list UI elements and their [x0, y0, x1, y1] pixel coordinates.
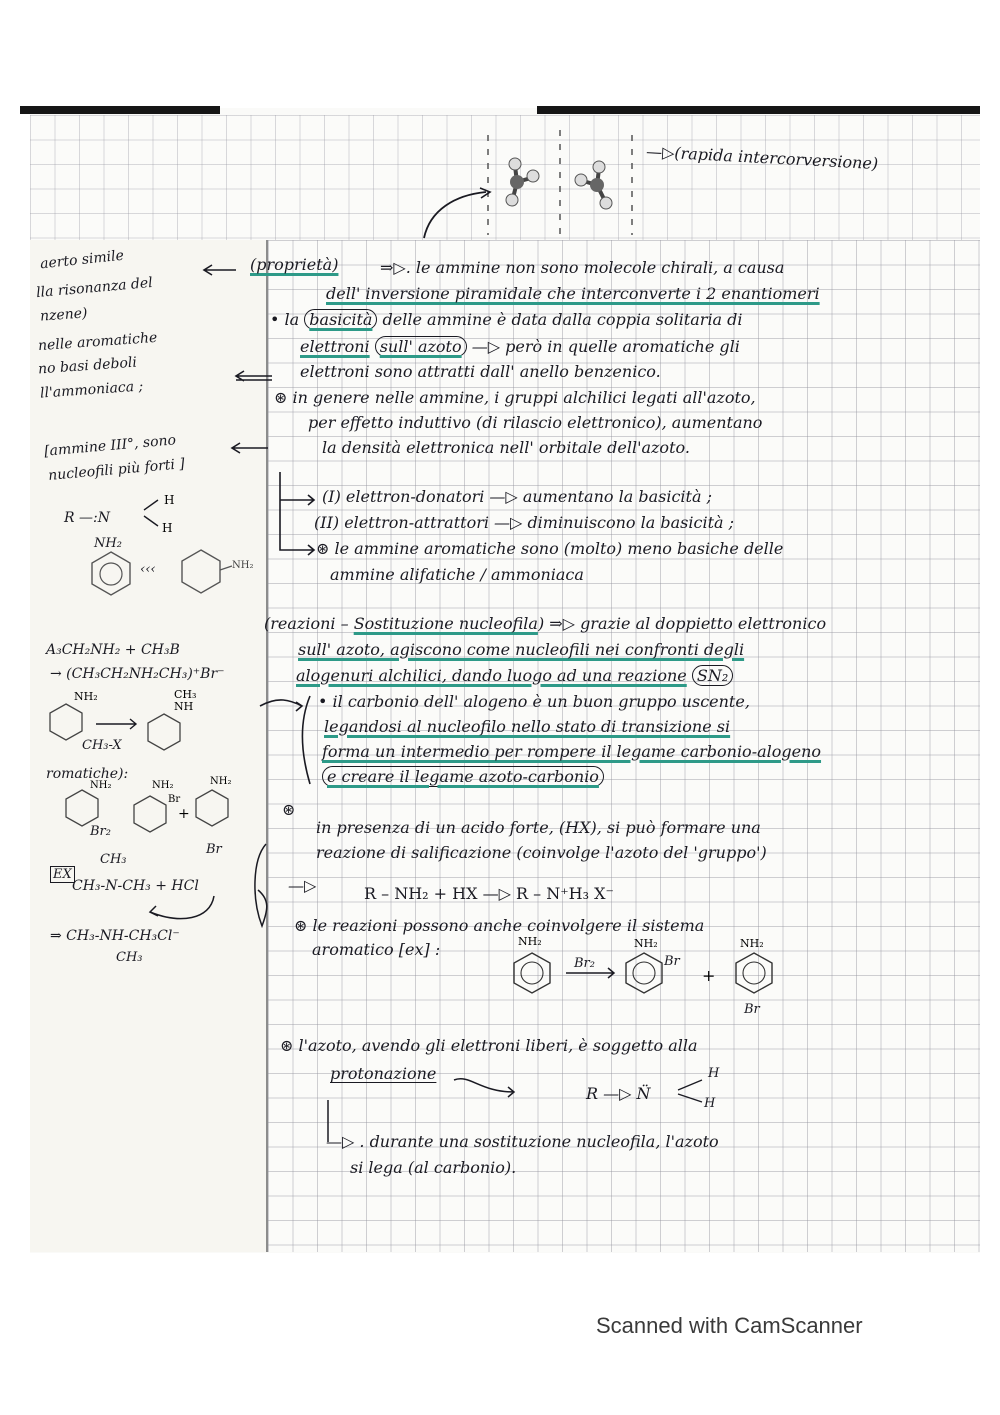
salt-product: ⇒ CH₃-NH-CH₃Cl⁻ [50, 928, 180, 944]
amine-bonds [140, 490, 190, 540]
text-line: ⊛ le ammine aromatiche sono (molto) meno basiche delle [316, 539, 784, 558]
arrow-left-2 [232, 368, 276, 388]
methyl-label: CH₃ [116, 950, 143, 965]
hydrogen-label: H [708, 1066, 720, 1081]
less-than-signs: ‹‹‹ [140, 562, 156, 577]
svg-text:NH₂: NH₂ [210, 776, 232, 787]
dashed-separators [0, 0, 1000, 260]
text-line: la densità elettronica nell' orbitale dell'azoto. [322, 438, 690, 457]
text-line: (I) elettron-donatori —▷ aumentano la basicità ; [322, 487, 712, 506]
n-bonds [672, 1072, 712, 1112]
margin-note: nucleofili più forti ] [47, 456, 186, 484]
margin-note: no basi deboli [37, 354, 138, 378]
svg-text:NH₂: NH₂ [518, 935, 542, 948]
reaction-eq-1: A₃CH₂NH₂ + CH₃B [46, 642, 180, 658]
text-line: forma un intermedio per rompere il legame carbonio-alogeno [322, 742, 822, 761]
margin-note: lla risonanza del [35, 274, 154, 302]
arrow-left-1 [200, 262, 240, 282]
aniline-label: NH₂ [94, 536, 122, 551]
alkylation-sketch [44, 688, 244, 758]
bromo-label: Br [664, 954, 680, 969]
salification-eq: R – NH₂ + HX —▷ R – N⁺H₃ X⁻ [364, 884, 614, 903]
svg-text:H: H [162, 521, 173, 535]
text-line: reazione di salificazione (coinvolge l'azoto del 'gruppo') [316, 843, 767, 862]
text-line: —▷ . durante una sostituzione nucleofila, l'azoto [326, 1132, 719, 1151]
svg-text:+: + [702, 966, 716, 985]
text-line: per effetto induttivo (di rilascio elettronico), aumentano [308, 413, 763, 432]
margin-note: nelle aromatiche [37, 329, 158, 355]
text-line: • la basicità delle ammine è data dalla coppia solitaria di [270, 310, 743, 329]
margin-note: romatiche): [46, 766, 129, 782]
arrow-left-3 [228, 438, 272, 458]
margin-note: ll'ammoniaca ; [39, 378, 144, 402]
example-tag: EX [50, 866, 75, 883]
text-line: • il carbonio dell' alogeno è un buon gruppo uscente, [318, 692, 750, 711]
rapida-note: —▷(rapida intercorversione) [645, 141, 879, 174]
text-line: ⊛ l'azoto, avendo gli elettroni liberi, è soggetto alla [280, 1036, 698, 1055]
text-line: in presenza di un acido forte, (HX), si può formare una [316, 818, 761, 837]
text-line: legandosi al nucleofilo nello stato di transizione si [324, 717, 731, 736]
svg-text:+: + [178, 806, 190, 822]
text-line: alogenuri alchilici, dando luogo ad una reazione SN₂ [296, 666, 733, 685]
reagent-label: CH₃-X [82, 738, 122, 753]
margin-note: nzene) [39, 305, 88, 325]
star-bullet: ⊛ [282, 800, 296, 819]
arrow-mark: —▷ [288, 876, 317, 895]
margin-note: [ammine III°, sono [43, 432, 177, 460]
svg-text:NH₂: NH₂ [634, 937, 658, 950]
svg-text:CH₃: CH₃ [174, 688, 197, 701]
cyclohexylamine-ring [176, 546, 256, 596]
svg-text:NH₂: NH₂ [74, 690, 98, 703]
reaction-eq-2: → (CH₃CH₂NH₂CH₃)⁺Br⁻ [50, 666, 225, 682]
section-heading: (reazioni – Sostituzione nucleofila) ⇒▷ grazie al doppietto elettronico [264, 614, 827, 633]
hydrogen-label: H [704, 1096, 716, 1111]
aromatic-bromination [510, 935, 810, 1025]
amine-hcl-eq: CH₃-N-CH₃ + HCl [72, 878, 199, 894]
text-line: ⊛ in genere nelle ammine, i gruppi alchilici legati all'azoto, [274, 388, 756, 407]
text-line: e creare il legame azoto-carbonio [322, 767, 604, 786]
reagent-label: Br₂ [90, 824, 111, 839]
svg-text:NH₂: NH₂ [740, 937, 764, 950]
svg-text:Br: Br [168, 794, 181, 805]
svg-text:NH₂: NH₂ [152, 780, 174, 791]
svg-text:NH₂: NH₂ [232, 560, 254, 571]
protonation-arrow [450, 1070, 520, 1110]
bracket-mark [250, 840, 274, 930]
text-line: aromatico [ex] : [312, 940, 441, 959]
text-line: ammine alifatiche / ammoniaca [330, 565, 584, 584]
aniline-ring [86, 548, 136, 598]
text-line: elettroni sull' azoto —▷ però in quelle aromatiche gli [300, 337, 740, 356]
svg-text:NH₂: NH₂ [90, 780, 112, 791]
text-line: si lega (al carbonio). [350, 1158, 517, 1177]
text-line: ⊛ le reazioni possono anche coinvolgere il sistema [294, 916, 705, 935]
svg-text:NH: NH [174, 700, 194, 713]
section-heading: (proprietà) [250, 255, 339, 274]
margin-note: aerto simile [39, 247, 125, 273]
bromo-label: Br [206, 842, 222, 857]
amine-structure: R —▷ N̈ [586, 1084, 651, 1103]
curved-arrow [140, 890, 220, 930]
bromo-label: Br [744, 1002, 760, 1017]
text-line: dell' inversione piramidale che interconverte i 2 enantiomeri [326, 284, 820, 303]
reagent-label: Br₂ [574, 956, 595, 971]
amine-formula: R —:N [64, 510, 110, 526]
text-line: (II) elettron-attrattori —▷ diminuiscono la basicità ; [314, 513, 735, 532]
bromination-sketch [60, 776, 250, 846]
svg-text:H: H [164, 493, 175, 507]
text-line: ⇒▷. le ammine non sono molecole chirali, a causa [380, 258, 785, 277]
text-line: sull' azoto, agiscono come nucleofili nei confronti degli [298, 640, 745, 659]
camscanner-watermark: Scanned with CamScanner [596, 1313, 863, 1338]
text-line: elettroni sono attratti dall' anello benzenico. [300, 362, 661, 381]
methyl-label: CH₃ [100, 852, 127, 867]
text-line: protonazione [330, 1064, 437, 1083]
